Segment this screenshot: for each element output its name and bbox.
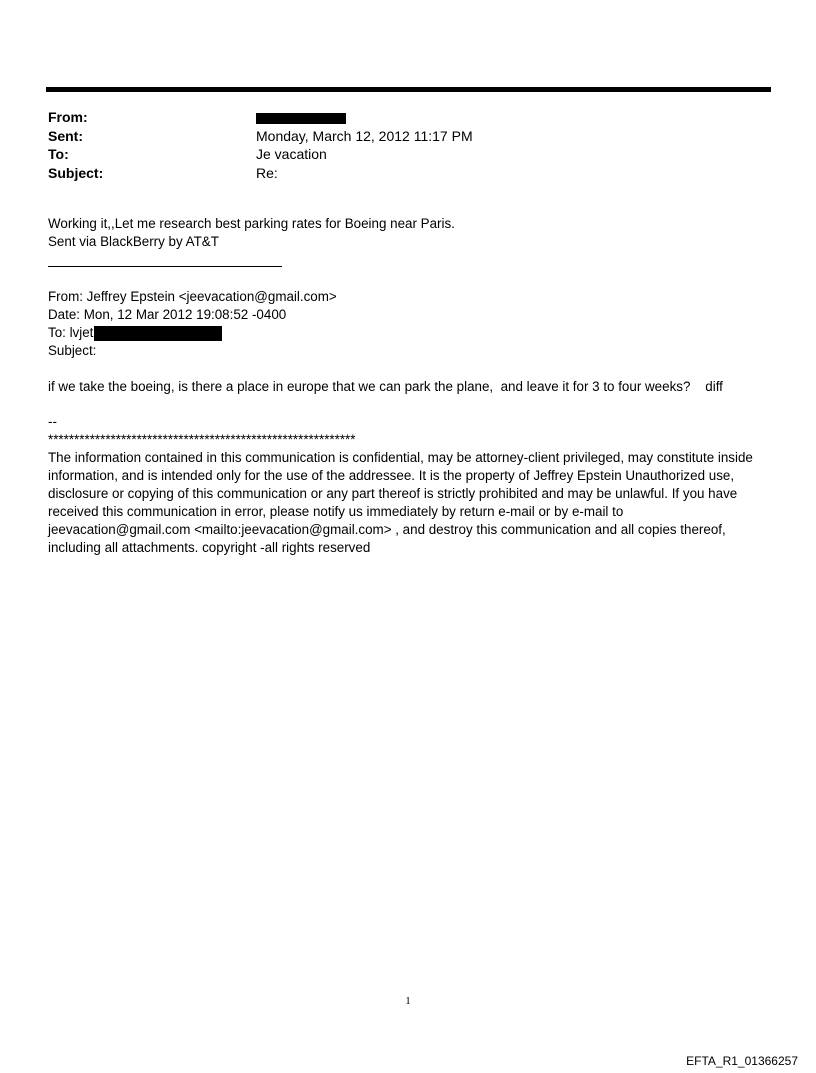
redaction-box: [94, 326, 222, 341]
subject-row: [48, 164, 748, 183]
top-divider: [46, 87, 771, 92]
page-number: 1: [405, 995, 411, 1007]
redaction-box: [256, 113, 346, 124]
reply-line: Working it,,Let me research best parking rates for Boeing near Paris.: [48, 216, 455, 231]
sent-value: Monday, March 12, 2012 11:17 PM: [256, 127, 473, 144]
to-label: To:: [48, 146, 69, 162]
reply-body: [48, 215, 455, 251]
subject-label: Subject:: [48, 164, 104, 181]
signature-block: [48, 413, 768, 557]
from-label: From:: [48, 109, 88, 125]
to-value: Je vacation: [256, 146, 327, 162]
quoted-body-text: if we take the boeing, is there a place in europe that we can park the plane, and leave it for 3 to four weeks? diff: [48, 379, 723, 394]
bates-number: EFTA_R1_01366257: [686, 1054, 798, 1068]
signature-dashes: --: [48, 414, 57, 429]
quoted-body: [48, 378, 723, 396]
quote-separator: [48, 266, 282, 267]
sent-label: Sent:: [48, 127, 83, 144]
sent-row: [48, 127, 748, 146]
quoted-subject: Subject:: [48, 343, 97, 358]
from-value: [256, 108, 748, 127]
signature-stars: ***********************************************************: [48, 432, 356, 447]
quoted-from: From: Jeffrey Epstein <jeevacation@gmail.com>: [48, 289, 337, 304]
quoted-to-text: To: lvjet: [48, 325, 94, 340]
from-row: [48, 108, 748, 127]
quoted-header: [48, 288, 337, 360]
quoted-date: Date: Mon, 12 Mar 2012 19:08:52 -0400: [48, 307, 287, 322]
reply-signature-line: Sent via BlackBerry by AT&T: [48, 234, 219, 249]
subject-value: Re:: [256, 164, 278, 181]
email-header: [48, 108, 748, 182]
quoted-to: [48, 324, 337, 342]
to-row: [48, 145, 748, 164]
confidentiality-disclaimer: The information contained in this communication is confidential, may be attorney-client privileged, may constitute inside information, and is intended only for the use of the addressee. It is the property of Jeffrey Epstein Unauthorized use, disclosure or copying of this communication or any part thereof is strictly prohibited and may be unlawful. If you have received this communication in error, please notify us immediately by return e-mail or by e-mail to jeevacation@gmail.com <mailto:jeevacation@gmail.com> , and destroy this communication and all copies thereof, including all attachments. copyright -all rights reserved: [48, 450, 753, 555]
